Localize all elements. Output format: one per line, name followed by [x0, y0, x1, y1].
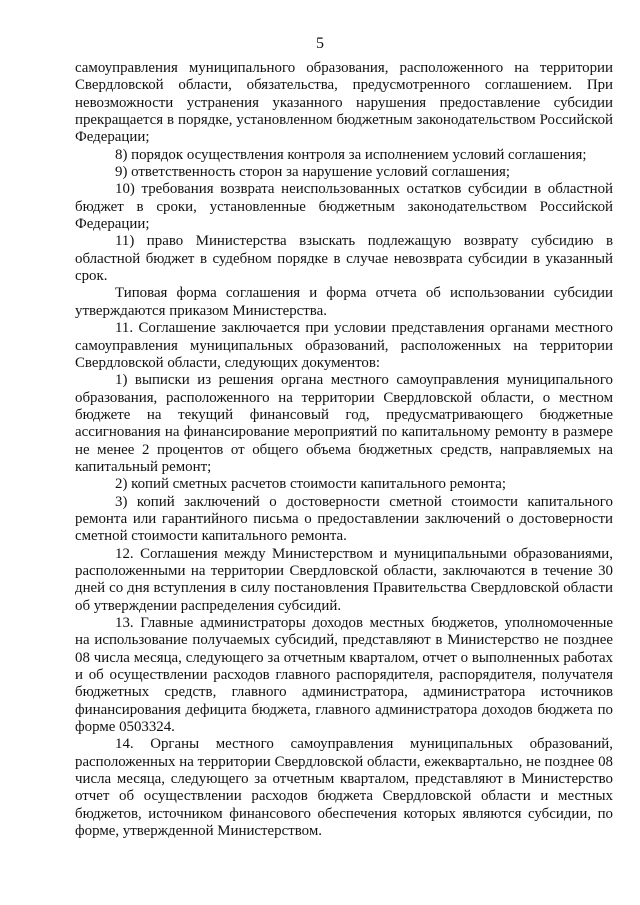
paragraph: 11. Соглашение заключается при условии представления органами местного самоуправления муниципальных образований, расположенных на территории Свердловской области, следующих документов:: [75, 320, 613, 371]
paragraph: 8) порядок осуществления контроля за исполнением условий соглашения;: [115, 146, 587, 163]
paragraph: 3) копий заключений о достоверности сметной стоимости капитального ремонта или гарантийного письма о предоставлении заключений о достоверности сметной стоимости капитального ремонта.: [75, 493, 613, 545]
page-number: 5: [316, 35, 324, 52]
document-body: [75, 60, 613, 840]
paragraph: 11) право Министерства взыскать подлежащую возврату субсидию в областной бюджет в судебном порядке в случае невозврата субсидии в указанный срок.: [75, 233, 613, 285]
paragraph: 9) ответственность сторон за нарушение условий соглашения;: [115, 164, 511, 181]
paragraph: 12. Соглашения между Министерством и муниципальными образованиями, расположенными на территории Свердловской области, заключаются в течение 30 дней со дня вступления в силу постановления Правительства Свердловской области об утверждении распределения субсидий.: [75, 545, 613, 614]
paragraph: Типовая форма соглашения и форма отчета об использовании субсидии утверждаются приказом Министерства.: [75, 285, 613, 319]
paragraph: самоуправления муниципального образования, расположенного на территории Свердловской области, обязательства, предусмотренного соглашением. При невозможности устранения указанного нарушения предоставление субсидии прекращается в порядке, установленном бюджетным законодательством Российской Федерации;: [75, 60, 613, 146]
paragraph: 1) выписки из решения органа местного самоуправления муниципального образования, расположенного на территории Свердловской области, о местном бюджете на текущий финансовый год, предусматривающего бюджетные ассигнования на финансирование мероприятий по капитальному ремонту в размере не менее 2 процентов от общего объема бюджетных средств, направляемых на капитальный ремонт;: [75, 372, 613, 475]
paragraph: 10) требования возврата неиспользованных остатков субсидии в областной бюджет в сроки, установленные бюджетным законодательством Российской Федерации;: [75, 181, 613, 233]
paragraph: 2) копий сметных расчетов стоимости капитального ремонта;: [115, 476, 506, 493]
paragraph: 14. Органы местного самоуправления муниципальных образований, расположенных на территории Свердловской области, ежеквартально, не позднее 08 числа месяца, следующего за отчетным кварталом, представляют в Министерство отчет об осуществлении расходов бюджета Свердловской области и местных бюджетов, источником финансового обеспечения которых являются субсидии, по форме, утвержденной Министерством.: [75, 736, 613, 840]
paragraph: 13. Главные администраторы доходов местных бюджетов, уполномоченные на использование получаемых субсидий, представляют в Министерство не позднее 08 числа месяца, следующего за отчетным кварталом, отчет о выполненных работах и об осуществлении расходов главного распорядителя, распорядителя, получателя бюджетных средств, главного администратора, администратора источников финансирования дефицита бюджета, главного администратора доходов бюджета по форме 0503324.: [75, 615, 613, 736]
